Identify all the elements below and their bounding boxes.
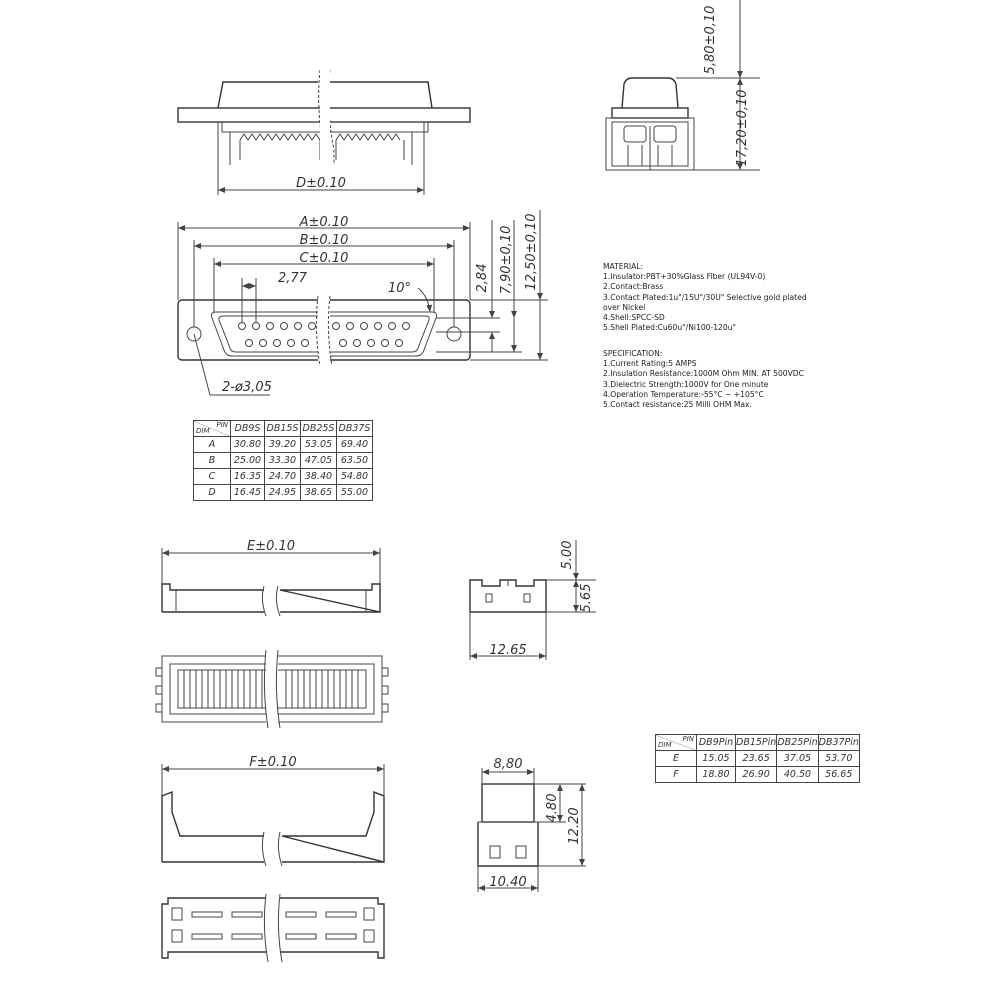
cell: 24.95 xyxy=(265,485,301,501)
hood1-end-view xyxy=(470,540,596,660)
specification-line: 3.Dielectric Strength:1000V for One minute xyxy=(603,379,769,389)
column-header: DB25S xyxy=(301,421,337,437)
mount-hole-right xyxy=(447,327,461,341)
dim-b-label: B±0.10 xyxy=(299,233,349,248)
material-line: 4.Shell:SPCC-SD xyxy=(603,313,665,323)
material-notes xyxy=(603,262,843,333)
row-dim: A xyxy=(194,437,231,453)
hood2-h-total: 12.20 xyxy=(567,807,582,845)
cell: 39.20 xyxy=(265,437,301,453)
cell: 24.70 xyxy=(265,469,301,485)
dim-side-height: 17,20±0,10 xyxy=(735,89,750,167)
dim-h3: 12,50±0,10 xyxy=(524,213,539,291)
specification-line: 1.Current Rating:5 AMPS xyxy=(603,359,697,369)
cell: 23.65 xyxy=(736,751,777,767)
pin-header: PIN xyxy=(216,421,228,429)
dim-d-label: D±0.10 xyxy=(296,176,346,191)
material-line: 2.Contact:Brass xyxy=(603,282,664,292)
hood1-h-side: 5.65 xyxy=(579,583,594,613)
hood1-side-view xyxy=(162,539,380,616)
hood2-width-top: 8,80 xyxy=(493,757,523,772)
cell: 53.70 xyxy=(818,751,859,767)
row-dim: D xyxy=(194,485,231,501)
hood2-side-view xyxy=(162,755,384,866)
cell: 69.40 xyxy=(337,437,373,453)
specification-heading: SPECIFICATION: xyxy=(603,349,663,358)
dim-header: DIM xyxy=(196,427,210,435)
material-line: 3.Contact Plated:1u"/15U"/30U" Selective gold plated xyxy=(603,292,807,302)
material-line: 5.Shell Plated:Cu60u"/Ni100-120u" xyxy=(603,323,737,333)
cell: 26.90 xyxy=(736,767,777,783)
angle-label: 10° xyxy=(388,281,412,296)
material-line: over Nickel xyxy=(603,302,646,312)
connector-front-view xyxy=(178,210,548,395)
pitch-label: 2,77 xyxy=(278,271,307,286)
cell: 47.05 xyxy=(301,453,337,469)
dim-header: DIM xyxy=(658,741,672,749)
table-corner xyxy=(194,421,231,437)
dim-h2: 7,90±0,10 xyxy=(499,225,514,295)
cell: 38.65 xyxy=(301,485,337,501)
cell: 63.50 xyxy=(337,453,373,469)
connector-top-view xyxy=(178,70,470,195)
material-line: 1.Insulator:PBT+30%Glass Fiber (UL94V-0) xyxy=(603,272,766,282)
cell: 53.05 xyxy=(301,437,337,453)
hood1-h-top: 5.00 xyxy=(560,540,575,570)
table-corner xyxy=(656,735,697,751)
column-header: DB37Pin xyxy=(818,735,859,751)
dim-h1: 2,84 xyxy=(475,263,490,293)
dim-side-top: 5,80±0,10 xyxy=(703,5,718,75)
material-heading: MATERIAL: xyxy=(603,262,644,271)
cell: 56.65 xyxy=(818,767,859,783)
cell: 16.35 xyxy=(231,469,265,485)
cell: 18.80 xyxy=(697,767,736,783)
column-header: DB9S xyxy=(231,421,265,437)
cell: 16.45 xyxy=(231,485,265,501)
column-header: DB9Pin xyxy=(697,735,736,751)
table-row xyxy=(656,767,860,783)
connector-side-view xyxy=(606,0,760,170)
dim-c-label: C±0.10 xyxy=(299,251,349,266)
pin-header: PIN xyxy=(682,735,694,743)
dim-e-label: E±0.10 xyxy=(246,539,296,554)
hood2-bottom-view xyxy=(162,894,384,962)
hood1-top-view xyxy=(156,650,388,728)
dim-a-label: A±0.10 xyxy=(299,215,349,230)
cell: 37.05 xyxy=(777,751,818,767)
column-header: DB37S xyxy=(337,421,373,437)
cell: 33.30 xyxy=(265,453,301,469)
dimension-table-hood xyxy=(655,734,860,783)
row-dim: C xyxy=(194,469,231,485)
cell: 25.00 xyxy=(231,453,265,469)
table-row xyxy=(194,469,373,485)
cell: 38.40 xyxy=(301,469,337,485)
cell: 55.00 xyxy=(337,485,373,501)
cell: 54.80 xyxy=(337,469,373,485)
table-row xyxy=(194,437,373,453)
hood1-width: 12.65 xyxy=(489,643,527,658)
hood2-width-bottom: 10.40 xyxy=(489,875,527,890)
column-header: DB15S xyxy=(265,421,301,437)
hole-label: 2-ø3,05 xyxy=(222,380,272,395)
row-dim: B xyxy=(194,453,231,469)
column-header: DB15Pin xyxy=(736,735,777,751)
cell: 15.05 xyxy=(697,751,736,767)
row-dim: E xyxy=(656,751,697,767)
specification-line: 5.Contact resistance:25 Milli OHM Max. xyxy=(603,400,752,410)
table-row xyxy=(194,485,373,501)
dimension-table-connector xyxy=(193,420,373,501)
dim-f-label: F±0.10 xyxy=(249,755,297,770)
cell: 40.50 xyxy=(777,767,818,783)
row-dim: F xyxy=(656,767,697,783)
cell: 30.80 xyxy=(231,437,265,453)
specification-line: 2.Insulation Resistance:1000M Ohm MIN. AT 500VDC xyxy=(603,369,804,379)
hood2-end-view xyxy=(478,757,586,892)
table-row xyxy=(194,453,373,469)
specification-line: 4.Operation Temperature:-55°C ~ +105°C xyxy=(603,389,764,399)
specification-notes xyxy=(603,349,843,410)
column-header: DB25Pin xyxy=(777,735,818,751)
hood2-h-mid: 4.80 xyxy=(545,793,560,823)
table-row xyxy=(656,751,860,767)
